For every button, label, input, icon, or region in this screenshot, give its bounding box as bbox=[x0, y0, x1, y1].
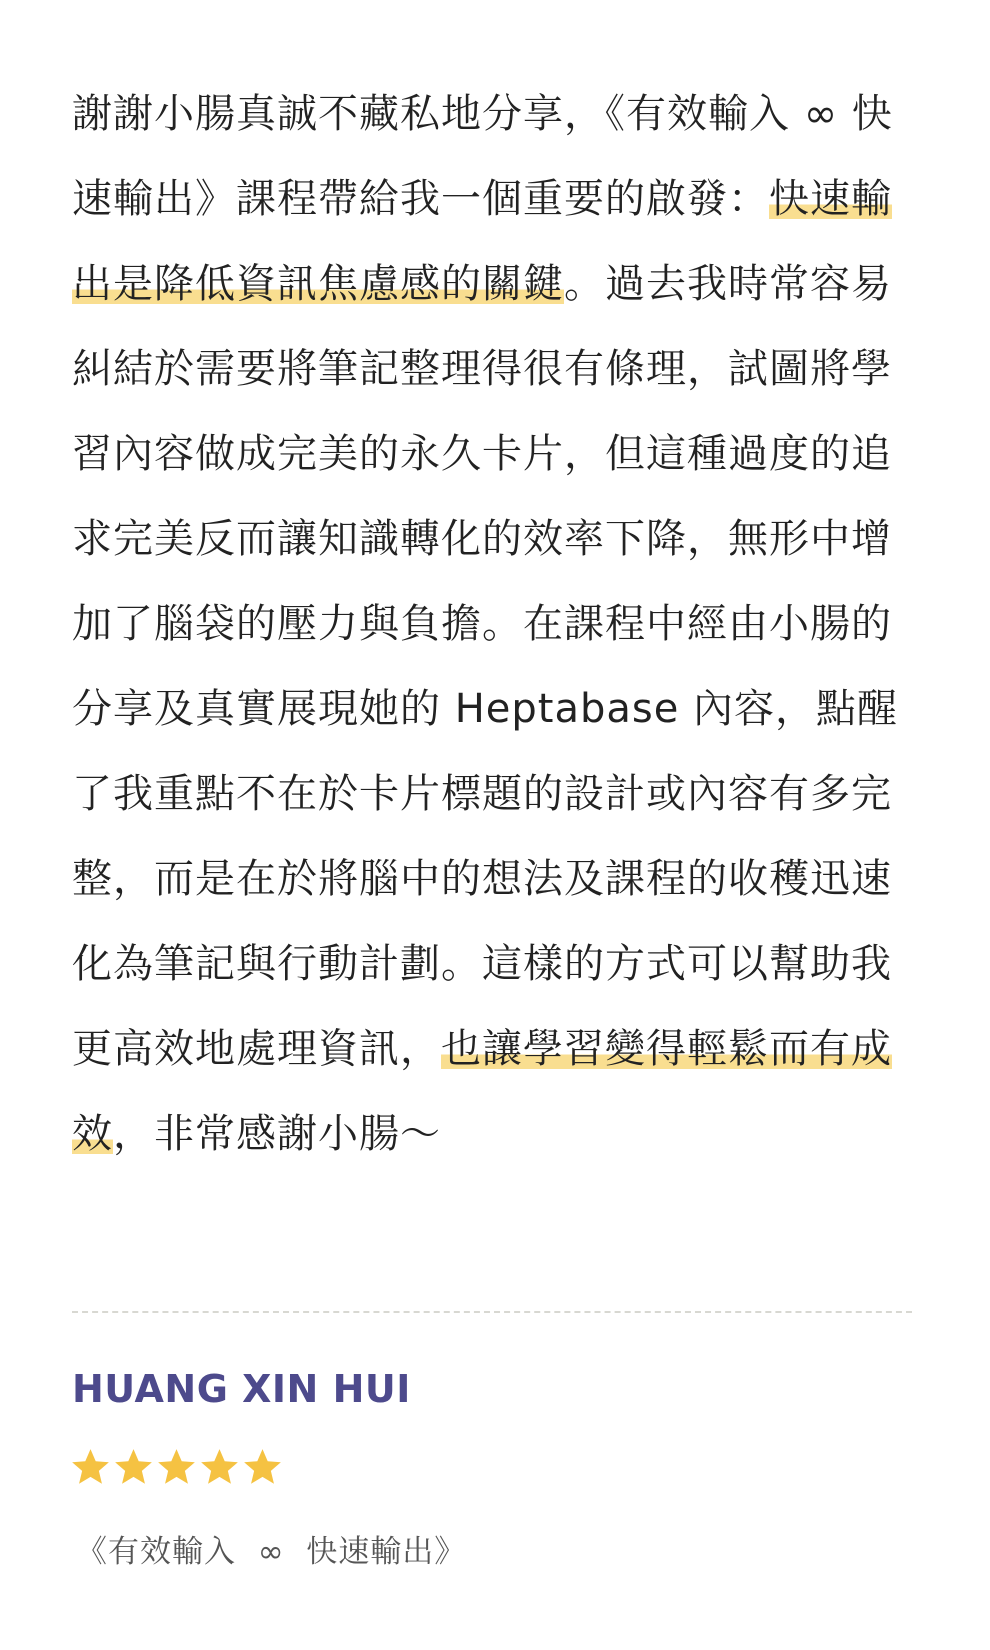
star-icon bbox=[199, 1446, 240, 1487]
star-icon bbox=[70, 1446, 111, 1487]
review-text-part-3: ，非常感謝小腸～ bbox=[113, 1111, 441, 1157]
review-text-part-2: 。過去我時常容易糾結於需要將筆記整理得很有條理，試圖將學習內容做成完美的永久卡片，但這種過度的追求完美反而讓知識轉化的效率下降，無形中增加了腦袋的壓力與負擔。在課程中經由小腸的分享及真實展現她的 Heptabase 內容，點醒了我重點不在於卡片標題的設計或內容有多完整，而是在於將腦中的想法及課程的收穫迅速化為筆記與行動計劃。這樣的方式可以幫助我更高效地處理資訊， bbox=[72, 261, 899, 1072]
review-highlight-2: 也讓學習變得輕鬆而有成效 bbox=[72, 1026, 892, 1157]
review-text bbox=[72, 72, 912, 1177]
review-text-part-1: 謝謝小腸真誠不藏私地分享，《有效輸入 ∞ 快速輸出》課程帶給我一個重要的啟發： bbox=[72, 91, 893, 222]
star-icon bbox=[113, 1446, 154, 1487]
reviewer-name: HUANG XIN HUI bbox=[72, 1367, 411, 1411]
course-tag: 《有效輸入 ∞ 快速輸出》 bbox=[76, 1534, 467, 1570]
review-highlight-1: 快速輸出是降低資訊焦慮感的關鍵 bbox=[72, 176, 892, 307]
star-icon bbox=[242, 1446, 283, 1487]
star-rating bbox=[70, 1446, 283, 1487]
star-icon bbox=[156, 1446, 197, 1487]
dashed-divider bbox=[72, 1311, 912, 1313]
